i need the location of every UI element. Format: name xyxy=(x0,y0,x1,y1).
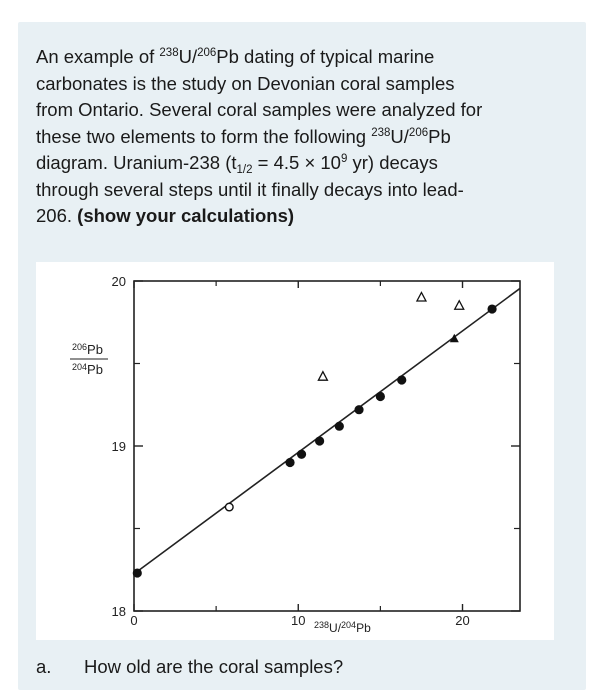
question-line: from Ontario. Several coral samples were analyzed for xyxy=(36,99,483,120)
label-superscript: 204 xyxy=(341,620,357,630)
question-text xyxy=(36,44,576,230)
superscript: 206 xyxy=(408,126,429,139)
superscript: 206 xyxy=(197,47,217,59)
question-fragment: U/ xyxy=(178,46,198,67)
question-fragment: Pb dating of typical marine xyxy=(216,46,435,67)
question-fragment: these two elements to form the following xyxy=(36,125,372,147)
superscript: 238 xyxy=(371,126,391,139)
data-point xyxy=(315,436,324,445)
question-line xyxy=(36,203,576,230)
y-axis-label-numerator xyxy=(72,342,103,357)
data-point-open-triangle xyxy=(318,372,327,381)
x-tick-label: 20 xyxy=(455,613,470,628)
question-fragment: diagram. Uranium-238 (t xyxy=(36,152,237,173)
question-fragment: Pb xyxy=(428,125,451,147)
sub-question xyxy=(36,656,343,678)
data-point xyxy=(487,304,496,313)
y-tick-label: 19 xyxy=(111,439,126,454)
data-point xyxy=(335,422,344,431)
data-point xyxy=(133,568,142,577)
y-axis-label-denominator xyxy=(72,362,103,377)
label-superscript: 204 xyxy=(72,362,88,372)
data-point xyxy=(285,458,294,467)
chart-svg xyxy=(36,262,554,640)
isochron-chart xyxy=(36,262,554,640)
question-line xyxy=(36,124,576,151)
sub-question-text: How old are the coral samples? xyxy=(84,656,344,677)
label-element: Pb xyxy=(87,362,103,377)
data-point xyxy=(297,450,306,459)
superscript: 238 xyxy=(159,47,179,59)
data-point-open-circle xyxy=(225,503,233,511)
question-fragment: yr) decays xyxy=(347,152,438,173)
data-point xyxy=(397,375,406,384)
sub-question-letter: a. xyxy=(36,656,52,677)
x-tick-label: 10 xyxy=(291,613,306,628)
data-point-open-triangle xyxy=(417,293,426,302)
question-line xyxy=(36,44,576,71)
regression-line xyxy=(134,288,520,573)
question-fragment: 206. xyxy=(36,205,78,226)
question-line xyxy=(36,150,576,177)
question-line: through several steps until it finally decays into lead- xyxy=(36,178,464,200)
question-fragment: An example of xyxy=(36,46,160,67)
data-point xyxy=(354,405,363,414)
question-line: carbonates is the study on Devonian coral samples xyxy=(36,72,455,94)
question-fragment: = 4.5 × 10 xyxy=(252,152,341,173)
y-tick-label: 20 xyxy=(111,274,126,289)
subscript: 1/2 xyxy=(236,164,253,176)
superscript: 9 xyxy=(340,153,348,165)
data-point-open-triangle xyxy=(455,301,464,310)
label-element: Pb xyxy=(87,342,103,357)
label-superscript: 238 xyxy=(314,620,330,630)
instruction-bold: (show your calculations) xyxy=(77,205,295,226)
y-tick-label: 18 xyxy=(111,604,126,619)
x-tick-label: 0 xyxy=(130,613,138,628)
x-axis-label xyxy=(314,620,371,635)
label-element: U/ xyxy=(329,621,342,635)
label-element: Pb xyxy=(356,621,371,635)
question-fragment: U/ xyxy=(390,125,409,147)
axis-tick-labels xyxy=(112,274,470,628)
label-superscript: 206 xyxy=(72,342,88,352)
data-point xyxy=(376,392,385,401)
